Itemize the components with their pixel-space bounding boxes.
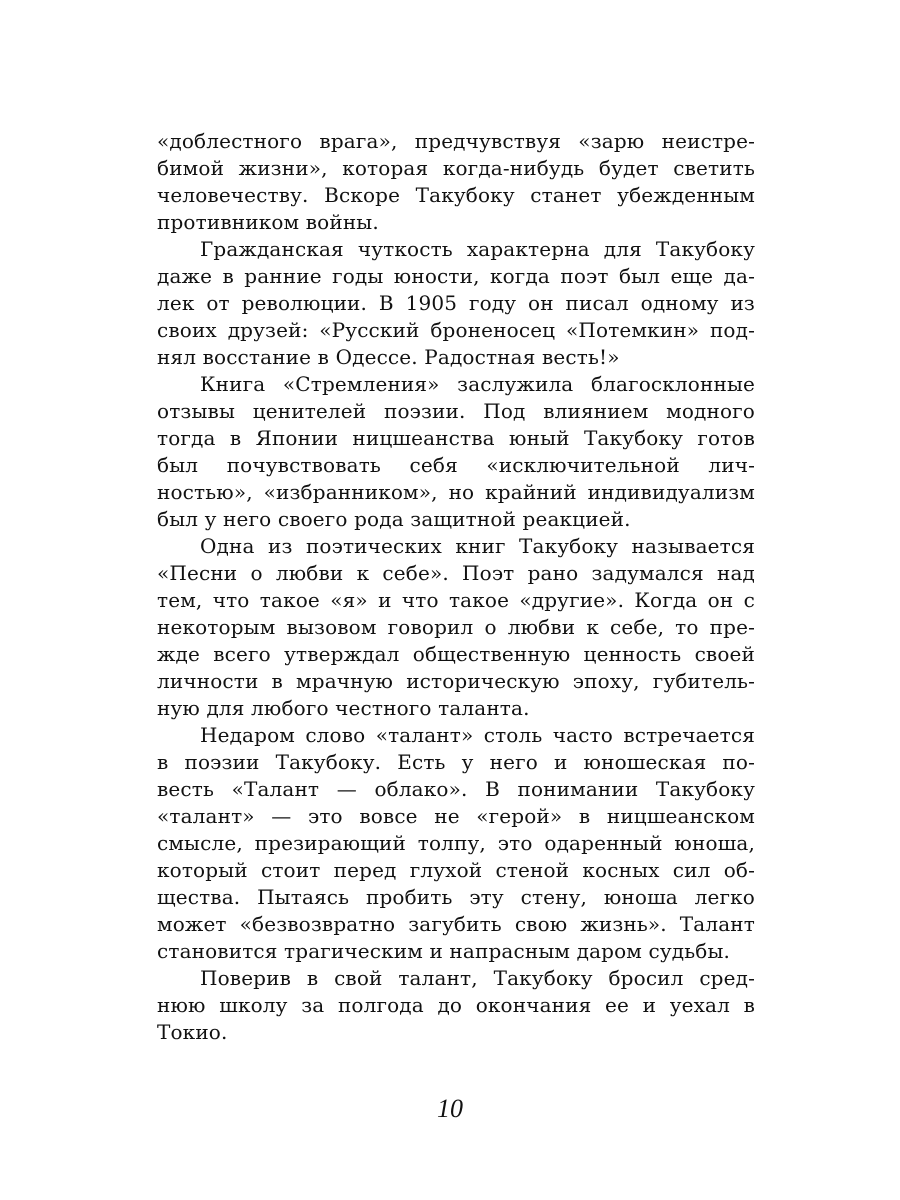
text-line: был у него своего рода защитной реакцией. [157, 507, 631, 531]
body-text [157, 128, 755, 1046]
text-line: противником войны. [157, 210, 379, 234]
paragraph [157, 236, 755, 371]
text-line: щества. Пытаясь пробить эту стену, юноша легко [157, 885, 755, 909]
text-line: тогда в Японии ницшеанства юный Такубоку готов [157, 426, 755, 450]
text-line: который стоит перед глухой стеной косных сил об- [157, 858, 755, 882]
text-line: ную для любого честного таланта. [157, 696, 530, 720]
text-line: был почувствовать себя «исключительной лич- [157, 453, 755, 477]
text-line: «Песни о любви к себе». Поэт рано задумался над [157, 561, 755, 585]
text-line: становится трагическим и напрасным даром судьбы. [157, 939, 731, 963]
text-line: человечеству. Вскоре Такубоку станет убежденным [157, 183, 755, 207]
text-line: Книга «Стремления» заслужила благосклонные [200, 372, 755, 396]
text-line: личности в мрачную историческую эпоху, губитель- [157, 669, 755, 693]
text-line: отзывы ценителей поэзии. Под влиянием модного [157, 399, 755, 423]
text-line: жде всего утверждал общественную ценность своей [157, 642, 755, 666]
paragraph [157, 128, 755, 236]
text-line: весть «Талант — облако». В понимании Такубоку [157, 777, 755, 801]
text-line: даже в ранние годы юности, когда поэт был еще да- [157, 264, 755, 288]
text-line: в поэзии Такубоку. Есть у него и юношеская по- [157, 750, 755, 774]
text-line: Одна из поэтических книг Такубоку называется [200, 534, 755, 558]
text-line: Поверив в свой талант, Такубоку бросил сред- [200, 966, 755, 990]
text-line: нюю школу за полгода до окончания ее и уехал в [157, 993, 755, 1017]
text-line: нял восстание в Одессе. Радостная весть!» [157, 345, 620, 369]
paragraph [157, 371, 755, 533]
text-line: может «безвозвратно загубить свою жизнь». Талант [157, 912, 755, 936]
text-line: некоторым вызовом говорил о любви к себе, то пре- [157, 615, 755, 639]
text-line: Недаром слово «талант» столь часто встречается [200, 723, 755, 747]
text-line: «доблестного врага», предчувствуя «зарю неистре- [157, 129, 755, 153]
paragraph [157, 722, 755, 965]
text-line: «талант» — это вовсе не «герой» в ницшеанском [157, 804, 755, 828]
paragraph [157, 965, 755, 1046]
paragraph [157, 533, 755, 722]
text-line: Гражданская чуткость характерна для Такубоку [200, 237, 755, 261]
text-line: Токио. [157, 1020, 228, 1044]
text-line: смысле, презирающий толпу, это одаренный юноша, [157, 831, 755, 855]
text-line: своих друзей: «Русский броненосец «Потемкин» под- [157, 318, 755, 342]
text-line: лек от революции. В 1905 году он писал одному из [157, 291, 755, 315]
text-line: тем, что такое «я» и что такое «другие». Когда он с [157, 588, 755, 612]
text-line: бимой жизни», которая когда-нибудь будет светить [157, 156, 755, 180]
page-number: 10 [437, 1094, 463, 1123]
text-line: ностью», «избранником», но крайний индивидуализм [157, 480, 755, 504]
